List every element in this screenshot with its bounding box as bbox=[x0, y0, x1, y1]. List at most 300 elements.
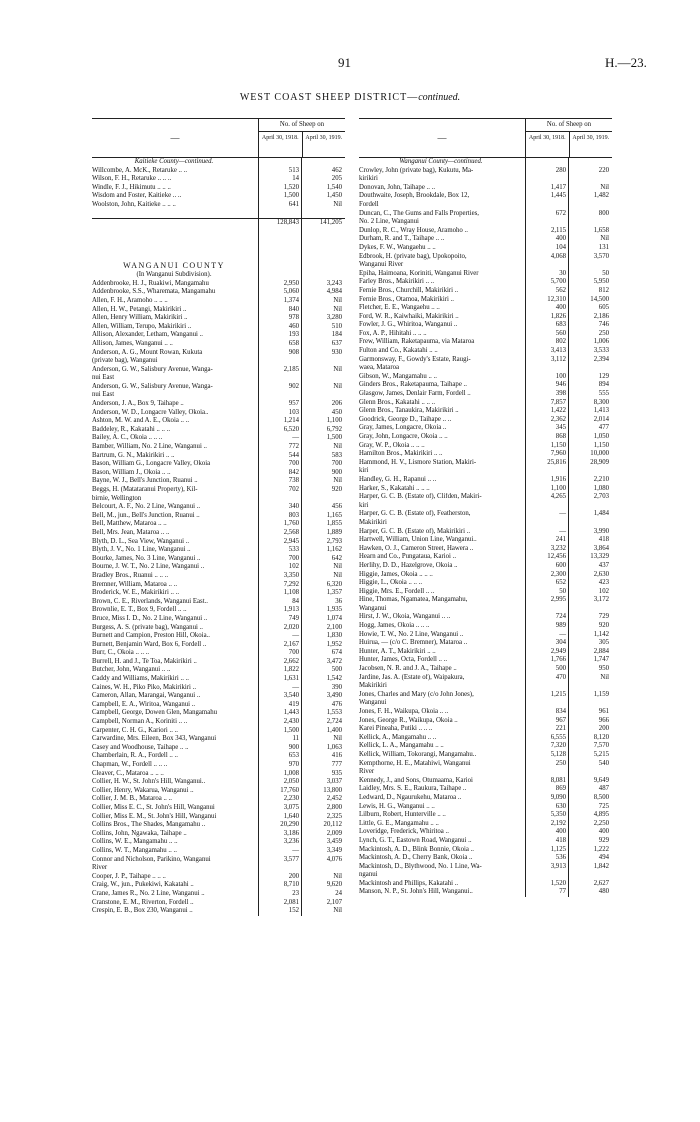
sheep-1918 bbox=[526, 502, 569, 511]
table-row bbox=[92, 907, 345, 916]
sheep-1919: 1,074 bbox=[326, 614, 342, 622]
table-row bbox=[359, 811, 612, 820]
sheep-1919: 487 bbox=[598, 785, 609, 793]
owner-name: Bourke, James, No. 3 Line, Wanganui .. bbox=[92, 554, 201, 562]
sheep-1919: 500 bbox=[331, 666, 342, 674]
owner-name: Kellick, L. A., Mangamahu .. .. bbox=[359, 742, 444, 750]
sheep-1918: 12,456 bbox=[547, 553, 566, 561]
sheep-1919: Nil bbox=[333, 305, 342, 313]
table-row bbox=[92, 838, 345, 847]
sheep-1918: 967 bbox=[555, 716, 566, 724]
sheep-1919: 2,250 bbox=[593, 819, 609, 827]
sheep-1918: 152 bbox=[288, 907, 299, 915]
table-row bbox=[92, 297, 345, 306]
sheep-1919: Nil bbox=[333, 477, 342, 485]
owner-name: Bamber, William, No. 2 Line, Wanganui .. bbox=[92, 443, 207, 451]
owner-name: Manson, N. P., St. John's Hill, Wanganui.. bbox=[359, 888, 473, 896]
table-row bbox=[359, 639, 612, 648]
sheep-1918: 3,112 bbox=[550, 355, 566, 363]
table-row bbox=[359, 175, 612, 184]
owner-name: Addenbrooke, H. J., Ruakiwi, Mangamahu bbox=[92, 279, 209, 287]
sheep-1919: Nil bbox=[333, 571, 342, 579]
owner-name: Lewis, H. G., Wanganui .. .. bbox=[359, 802, 435, 810]
table-row bbox=[359, 373, 612, 382]
sheep-1919 bbox=[569, 768, 612, 777]
table-row bbox=[92, 727, 345, 736]
table-row bbox=[92, 331, 345, 340]
sheep-1919: 2,452 bbox=[326, 795, 342, 803]
table-row bbox=[359, 742, 612, 751]
owner-name: Belcourt, A. F., No. 2 Line, Wanganui .. bbox=[92, 503, 201, 511]
sheep-1918: 3,232 bbox=[550, 544, 566, 552]
sheep-1919: 200 bbox=[598, 725, 609, 733]
owner-name: Hine, Thomas, Ngamatea, Mangamahu, bbox=[359, 596, 468, 604]
owner-name: Loveridge, Frederick, Whiritoa .. bbox=[359, 828, 449, 836]
sheep-1918: 23 bbox=[292, 889, 299, 897]
sheep-1918: 100 bbox=[555, 372, 566, 380]
sheep-1918: 544 bbox=[288, 451, 299, 459]
sheep-1919: Nil bbox=[333, 365, 342, 373]
sheep-1918: 460 bbox=[288, 322, 299, 330]
owner-name: Ledward, D., Ngaurukehu, Mataroa .. bbox=[359, 793, 462, 801]
table-row bbox=[92, 589, 345, 598]
owner-name: Higgie, L., Okoia .. .. .. bbox=[359, 579, 423, 587]
owner-name: kiri bbox=[359, 467, 369, 475]
sheep-1919: 437 bbox=[598, 561, 609, 569]
sheep-1919: 900 bbox=[331, 468, 342, 476]
table-row bbox=[359, 244, 612, 253]
left-rows bbox=[92, 158, 345, 916]
sheep-1918: 1,631 bbox=[283, 675, 299, 683]
table-row bbox=[92, 899, 345, 908]
sheep-1918: 978 bbox=[288, 314, 299, 322]
sheep-1918: 25,816 bbox=[547, 458, 566, 466]
sheep-1919: 1,952 bbox=[326, 640, 342, 648]
table-row bbox=[92, 847, 345, 856]
owner-name: Bradley Bros., Ruanui .. .. .. bbox=[92, 571, 169, 579]
sheep-1919: 141,205 bbox=[319, 218, 342, 226]
sheep-1919: 24 bbox=[335, 889, 342, 897]
owner-name: Farley Bros., Makirikiri .. .. bbox=[359, 278, 435, 286]
sheep-1918: 1,445 bbox=[550, 192, 566, 200]
sheep-1918: 562 bbox=[555, 286, 566, 294]
sheep-1919: 583 bbox=[331, 451, 342, 459]
sheep-1918: 50 bbox=[559, 587, 566, 595]
sheep-1919: 8,300 bbox=[593, 398, 609, 406]
sheep-1919: 3,472 bbox=[326, 657, 342, 665]
table-row bbox=[359, 399, 612, 408]
sheep-1918: 400 bbox=[555, 828, 566, 836]
owner-name: Collier, H. W., St. John's Hill, Wanganui.. bbox=[92, 778, 206, 786]
table-row bbox=[92, 443, 345, 452]
sheep-count-header: No. of Sheep on bbox=[259, 119, 345, 132]
section-heading bbox=[92, 158, 345, 167]
table-row bbox=[92, 520, 345, 529]
table-row bbox=[92, 787, 345, 796]
owner-name: Fowler, J. G., Whiritoa, Wanganui .. bbox=[359, 321, 458, 329]
table-row bbox=[359, 553, 612, 562]
sheep-1918: 280 bbox=[555, 166, 566, 174]
table-row bbox=[359, 424, 612, 433]
sheep-1919: 400 bbox=[598, 828, 609, 836]
sheep-1919: 3,570 bbox=[593, 252, 609, 260]
owner-name: Anderson, G. W., Salisbury Avenue, Wanga- bbox=[92, 382, 213, 390]
table-row bbox=[92, 761, 345, 770]
sheep-1918: 200 bbox=[288, 872, 299, 880]
sheep-1919: 416 bbox=[331, 752, 342, 760]
table-row bbox=[359, 330, 612, 339]
header-dash: — bbox=[92, 119, 259, 157]
owner-name: WANGANUI COUNTY bbox=[123, 261, 225, 271]
sheep-1919 bbox=[569, 871, 612, 880]
table-row bbox=[92, 856, 345, 865]
table-row bbox=[359, 837, 612, 846]
owner-name: Wisdom and Foster, Kaitieke .. .. bbox=[92, 192, 182, 200]
owner-name: Mackintosh, D., Blythwood, No. 1 Line, Wa- bbox=[359, 862, 482, 870]
sheep-1918: 842 bbox=[288, 468, 299, 476]
table-row bbox=[92, 167, 345, 176]
owner-name: Jardine, Jas. A. (Estate of), Waipakura, bbox=[359, 673, 465, 681]
table-row bbox=[359, 407, 612, 416]
table-row bbox=[359, 596, 612, 605]
sheep-1919: 3,280 bbox=[326, 314, 342, 322]
table-row bbox=[92, 400, 345, 409]
sheep-1918: — bbox=[292, 683, 299, 691]
sheep-1919: 14,500 bbox=[590, 295, 609, 303]
sheep-1919: 1,484 bbox=[593, 510, 609, 518]
sheep-1919: 102 bbox=[598, 587, 609, 595]
sheep-1918: 400 bbox=[555, 304, 566, 312]
table-row bbox=[92, 598, 345, 607]
sheep-1918: 1,500 bbox=[283, 726, 299, 734]
owner-name: Glenn Bros., Kakatahi .. .. .. bbox=[359, 398, 436, 406]
sheep-1918: 641 bbox=[288, 200, 299, 208]
table-row bbox=[359, 364, 612, 373]
sheep-1918: 20,290 bbox=[280, 821, 299, 829]
owner-name: Cleaver, C., Mataroa .. .. .. bbox=[92, 769, 164, 777]
sheep-1918 bbox=[259, 271, 302, 280]
sheep-1919: 3,243 bbox=[326, 279, 342, 287]
table-row bbox=[92, 581, 345, 590]
owner-name: Higgie, James, Okoia .. .. .. bbox=[359, 570, 433, 578]
table-row bbox=[92, 718, 345, 727]
sheep-1919: Nil bbox=[333, 382, 342, 390]
sheep-1919: 3,864 bbox=[593, 544, 609, 552]
owner-name: Jones, Charles and Mary (c/o John Jones), bbox=[359, 690, 474, 698]
owner-name: Dykes, F. W., Wangaehu .. .. bbox=[359, 243, 436, 251]
owner-name: Caines, W. H., Piko Piko, Makirikiri .. bbox=[92, 683, 197, 691]
sheep-1919: 13,329 bbox=[590, 553, 609, 561]
table-row bbox=[359, 888, 612, 897]
sheep-1919: 950 bbox=[598, 665, 609, 673]
table-row bbox=[359, 674, 612, 683]
table-row bbox=[92, 357, 345, 366]
sheep-1919: 2,627 bbox=[593, 879, 609, 887]
table-row bbox=[359, 734, 612, 743]
sheep-count-header: No. of Sheep on bbox=[526, 119, 612, 132]
sheep-1919: 2,009 bbox=[326, 829, 342, 837]
owner-name: Kennedy, J., and Sons, Otumaama, Karioi bbox=[359, 776, 473, 784]
table-row bbox=[92, 864, 345, 873]
sheep-1919: 129 bbox=[598, 372, 609, 380]
sheep-1919: 920 bbox=[331, 486, 342, 493]
owner-name: Collier, Miss E. M., St. John's Hill, Wanganui bbox=[92, 812, 217, 820]
sheep-1918: 2,185 bbox=[283, 365, 299, 373]
sheep-1919: 929 bbox=[598, 836, 609, 844]
table-row bbox=[92, 288, 345, 297]
sheep-1918: 5,060 bbox=[283, 288, 299, 296]
owner-name: Brownlie, E. T., Box 9, Fordell .. .. bbox=[92, 606, 187, 614]
owner-name: Fordell bbox=[359, 200, 379, 208]
owner-name: Collier, Henry, Wakarua, Wanganui .. bbox=[92, 786, 194, 794]
sheep-1918: 1,108 bbox=[283, 589, 299, 597]
table-row bbox=[92, 624, 345, 633]
sheep-1919: 5,950 bbox=[593, 278, 609, 286]
sheep-1918: 17,760 bbox=[280, 786, 299, 794]
sheep-1919: 3,459 bbox=[326, 838, 342, 846]
owner-name: Edbrook, H. (private bag), Upokopoito, bbox=[359, 252, 467, 260]
table-row bbox=[359, 760, 612, 769]
table-row bbox=[92, 280, 345, 289]
sheep-1919: 423 bbox=[598, 579, 609, 587]
sheep-1918: 652 bbox=[555, 579, 566, 587]
sheep-1919: 13,800 bbox=[323, 786, 342, 794]
sheep-1919: 1,150 bbox=[593, 441, 609, 449]
sheep-1918: 1,760 bbox=[283, 520, 299, 528]
sheep-1918: — bbox=[292, 632, 299, 640]
sheep-1919: 1,842 bbox=[593, 862, 609, 870]
owner-name: Allen, F. H., Aramoho .. .. .. bbox=[92, 296, 168, 304]
sheep-1919: 1,222 bbox=[593, 845, 609, 853]
table-row bbox=[92, 529, 345, 538]
sheep-1919: 4,984 bbox=[326, 288, 342, 296]
sheep-1919: 642 bbox=[331, 554, 342, 562]
table-row bbox=[359, 296, 612, 305]
sheep-1919: 3,533 bbox=[593, 347, 609, 355]
district-title-continued: continued. bbox=[418, 92, 461, 103]
sheep-1918: 1,826 bbox=[550, 312, 566, 320]
table-row bbox=[92, 606, 345, 615]
sheep-1918: 600 bbox=[555, 561, 566, 569]
table-row bbox=[92, 632, 345, 641]
sheep-1918: 653 bbox=[288, 752, 299, 760]
sheep-1918: 970 bbox=[288, 761, 299, 768]
sheep-1918: 1,822 bbox=[283, 666, 299, 674]
sheep-1918 bbox=[526, 768, 569, 777]
sheep-1919: 1,658 bbox=[593, 226, 609, 234]
sheep-1919: Nil bbox=[333, 563, 342, 571]
table-row bbox=[359, 313, 612, 322]
table-row bbox=[92, 752, 345, 761]
table-row bbox=[359, 519, 612, 528]
owner-name: Mackintosh and Phillips, Kakatahi .. bbox=[359, 879, 459, 887]
owner-name: Hirst, J. W., Okoia, Wanganui .. .. bbox=[359, 613, 451, 621]
table-row bbox=[359, 459, 612, 468]
table-row bbox=[359, 442, 612, 451]
sheep-1919: 1,006 bbox=[593, 338, 609, 346]
owner-name: Fernie Bros., Otamoa, Makirikiri .. bbox=[359, 295, 454, 303]
sheep-1919: 920 bbox=[598, 622, 609, 630]
sheep-1918: 1,500 bbox=[283, 192, 299, 200]
table-row bbox=[92, 409, 345, 418]
table-row bbox=[359, 287, 612, 296]
sheep-1918: 2,568 bbox=[283, 528, 299, 536]
sheep-1919: 1,357 bbox=[326, 589, 342, 597]
owner-name: Makirikiri bbox=[359, 682, 387, 690]
owner-name: Campbell, E. A., Wiritoa, Wanganui .. bbox=[92, 700, 196, 708]
table-row bbox=[92, 323, 345, 332]
sheep-1918: 724 bbox=[555, 613, 566, 621]
owner-name: Anderson, W. D., Longacre Valley, Okoia.. bbox=[92, 408, 209, 416]
table-row bbox=[92, 546, 345, 555]
table-header bbox=[92, 118, 345, 158]
owner-name: Anderson, G. W., Salisbury Avenue, Wanga- bbox=[92, 365, 213, 373]
sheep-1918: 772 bbox=[288, 443, 299, 451]
sheep-1918: 2,167 bbox=[283, 640, 299, 648]
sheep-1918: 672 bbox=[555, 209, 566, 217]
sheep-1918: 8,081 bbox=[550, 776, 566, 784]
sheep-1918: 2,081 bbox=[283, 898, 299, 906]
table-row bbox=[92, 314, 345, 323]
table-row bbox=[359, 218, 612, 227]
sheep-1919: Nil bbox=[333, 200, 342, 208]
owner-name: Burrell, H. and J., Te Toa, Makirikiri .. bbox=[92, 657, 197, 665]
owner-name: Crespin, E. B., Box 230, Wanganui .. bbox=[92, 907, 193, 915]
table-row bbox=[359, 356, 612, 365]
sheep-1918: 2,230 bbox=[283, 795, 299, 803]
owner-name: Herlihy, D. D., Hazelgrove, Okoia .. bbox=[359, 561, 458, 569]
sheep-1919: 1,165 bbox=[326, 511, 342, 519]
sheep-1919: 725 bbox=[598, 802, 609, 810]
table-row bbox=[92, 666, 345, 675]
sheep-1918: 1,008 bbox=[283, 769, 299, 777]
table-row bbox=[359, 210, 612, 219]
owner-name: Windle, F. J., Hikimutu .. .. .. bbox=[92, 183, 171, 191]
owner-name: Crane, James R., No. 2 Line, Wanganui .. bbox=[92, 889, 205, 897]
owner-name: Little, G. E., Mangamahu .. .. bbox=[359, 819, 439, 827]
table-row bbox=[92, 735, 345, 744]
sheep-1918 bbox=[259, 158, 302, 167]
sheep-1918: 700 bbox=[288, 460, 299, 468]
sheep-1919 bbox=[569, 218, 612, 227]
sheep-1918: 2,950 bbox=[283, 279, 299, 287]
sheep-1919: 3,990 bbox=[593, 527, 609, 535]
table-row bbox=[359, 562, 612, 571]
sheep-1918: 7,320 bbox=[550, 742, 566, 750]
table-row bbox=[92, 374, 345, 383]
owner-name: Wanganui bbox=[359, 699, 387, 707]
sheep-1919: 4,895 bbox=[593, 811, 609, 819]
owner-name: Carwardine, Mrs. Eileen, Box 343, Wanganui bbox=[92, 735, 217, 743]
table-row bbox=[359, 536, 612, 545]
owner-name: River bbox=[359, 768, 375, 776]
table-row bbox=[92, 417, 345, 426]
table-header bbox=[359, 118, 612, 158]
table-row bbox=[359, 485, 612, 494]
sheep-1919: Nil bbox=[600, 673, 609, 681]
sheep-1919: 2,325 bbox=[326, 812, 342, 820]
table-row bbox=[359, 476, 612, 485]
sheep-1918: 630 bbox=[555, 802, 566, 810]
sheep-1918: 128,843 bbox=[276, 218, 299, 226]
sheep-1919: 930 bbox=[331, 348, 342, 356]
owner-name: nui East bbox=[92, 391, 115, 399]
owner-name: Frew, William, Raketapauma, via Mataroa bbox=[359, 338, 475, 346]
owner-name: waea, Mataroa bbox=[359, 364, 400, 372]
owner-name: Blyth, D. L., Sea View, Wanganui .. bbox=[92, 537, 190, 545]
table-row bbox=[359, 467, 612, 476]
table-row bbox=[359, 390, 612, 399]
table-row bbox=[92, 821, 345, 830]
table-row bbox=[359, 192, 612, 201]
sheep-1919: 2,800 bbox=[326, 803, 342, 811]
owner-name: Harker, S., Kakatahi .. .. .. bbox=[359, 484, 430, 492]
owner-name: Kellick, A., Mangamahu .. .. bbox=[359, 733, 437, 741]
sheep-1919 bbox=[569, 467, 612, 476]
sheep-1918: 560 bbox=[555, 329, 566, 337]
owner-name: Chapman, W., Fordell .. .. .. bbox=[92, 761, 168, 768]
sheep-1919: 50 bbox=[602, 269, 609, 277]
table-row bbox=[92, 684, 345, 693]
sheep-1918: 103 bbox=[288, 408, 299, 416]
owner-name: Douthwaite, Joseph, Brookdale, Box 12, bbox=[359, 192, 470, 200]
owner-name: Collins, W. T., Mangamahu .. .. bbox=[92, 846, 177, 854]
sheep-1918: 500 bbox=[555, 665, 566, 673]
owner-name: Fulton and Co., Kakatahi .. .. bbox=[359, 347, 438, 355]
sheep-1919: 480 bbox=[598, 888, 609, 896]
owner-name: Allen, Henry William, Makirikiri .. bbox=[92, 314, 188, 322]
sheep-1918 bbox=[259, 391, 302, 400]
sheep-1918: 908 bbox=[288, 348, 299, 356]
table-row bbox=[92, 804, 345, 813]
table-row bbox=[359, 433, 612, 442]
total-row bbox=[92, 218, 345, 228]
owner-name: Wanganui bbox=[359, 604, 387, 612]
col-header-1919: April 30, 1919. bbox=[572, 135, 610, 141]
owner-name: Epiha, Haimoana, Koriniti, Wanganui River bbox=[359, 269, 479, 277]
owner-name: kirikiri bbox=[359, 175, 378, 183]
owner-name: Harper, G. C. B. (Estate of), Clifden, Makiri- bbox=[359, 493, 482, 501]
sheep-1919 bbox=[569, 261, 612, 270]
table-row bbox=[359, 656, 612, 665]
owner-name: Allen, William, Terupo, Makirikiri .. bbox=[92, 322, 192, 330]
sheep-1919: 605 bbox=[598, 304, 609, 312]
sheep-1919: 3,172 bbox=[593, 596, 609, 604]
sheep-1919 bbox=[569, 175, 612, 184]
sheep-1919: 674 bbox=[331, 649, 342, 657]
sheep-1918: 834 bbox=[555, 708, 566, 715]
sheep-1919: 777 bbox=[331, 761, 342, 768]
owner-name: Bason, William G., Longacre Valley, Okoia bbox=[92, 460, 211, 468]
owner-name: Collins, John, Ngawaka, Taihape .. bbox=[92, 829, 187, 837]
table-row bbox=[92, 658, 345, 667]
sheep-1919: 5,215 bbox=[593, 750, 609, 758]
sheep-1918: 3,577 bbox=[283, 855, 299, 863]
owner-name: Casey and Woodhouse, Taihape .. .. bbox=[92, 743, 189, 751]
sheep-1919: 2,100 bbox=[326, 623, 342, 631]
owner-name: Dunlop, R. C., Wray House, Aramoho .. bbox=[359, 226, 468, 234]
table-row bbox=[359, 321, 612, 330]
owner-name: Butcher, John, Wanganui .. .. bbox=[92, 666, 171, 674]
sheep-1918: 902 bbox=[288, 382, 299, 390]
sheep-1919: 1,142 bbox=[593, 630, 609, 638]
sheep-1919: 10,000 bbox=[590, 450, 609, 458]
owner-name: Collier, Miss E. C., St. John's Hill, Wanganui bbox=[92, 803, 215, 811]
sheep-1919: 555 bbox=[598, 390, 609, 398]
sheep-1918: — bbox=[559, 630, 566, 638]
owner-name: Bayne, W. J., Bell's Junction, Ruanui .. bbox=[92, 477, 198, 485]
owner-name: Bourne, J. W. T., No. 2 Line, Wanganui .. bbox=[92, 563, 205, 571]
